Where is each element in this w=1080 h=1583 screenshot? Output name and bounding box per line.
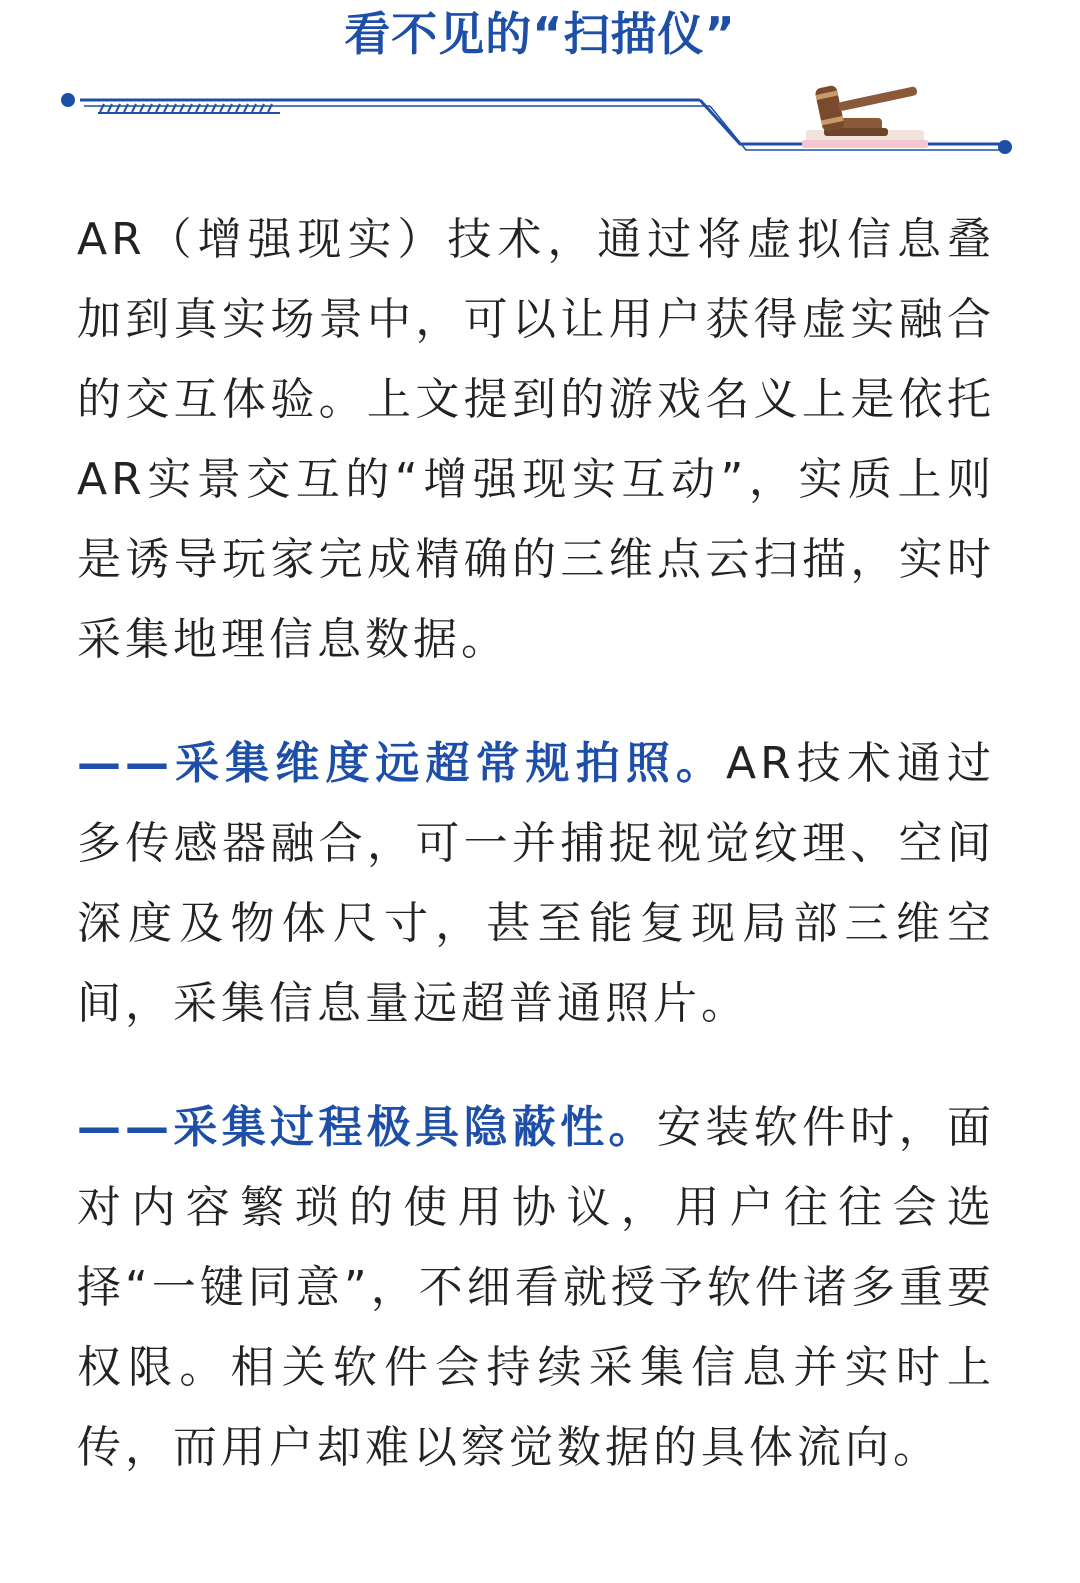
divider-left-dot <box>61 93 75 107</box>
article-body <box>77 200 995 1488</box>
paragraph-intro <box>77 200 995 680</box>
article-title: 看不见的“扫描仪” <box>344 7 736 61</box>
divider-right-dot <box>998 140 1012 154</box>
paragraph-text: AR技术通过多传感器融合，可一并捕捉视觉纹理、空间深度及物体尺寸，甚至能复现局部三维空间，采集信息量远超普通照片。 <box>77 738 996 1029</box>
paragraph-lead: ——采集维度远超常规拍照。 <box>77 738 726 789</box>
gavel-icon <box>800 72 930 152</box>
paragraph-stealth <box>77 1088 995 1488</box>
paragraph-text: 安装软件时，面对内容繁琐的使用协议，用户往往会选择“一键同意”，不细看就授予软件诸多重要权限。相关软件会持续采集信息并实时上传，而用户却难以察觉数据的具体流向。 <box>77 1102 996 1473</box>
paragraph-dimension <box>77 724 995 1044</box>
paragraph-text: AR（增强现实）技术，通过将虚拟信息叠加到真实场景中，可以让用户获得虚实融合的交互体验。上文提到的游戏名义上是依托AR实景交互的“增强现实互动”，实质上则是诱导玩家完成精确的三维点云扫描，实时采集地理信息数据。 <box>77 214 995 665</box>
paragraph-lead: ——采集过程极具隐蔽性。 <box>77 1102 657 1153</box>
divider-hatch <box>100 104 272 112</box>
